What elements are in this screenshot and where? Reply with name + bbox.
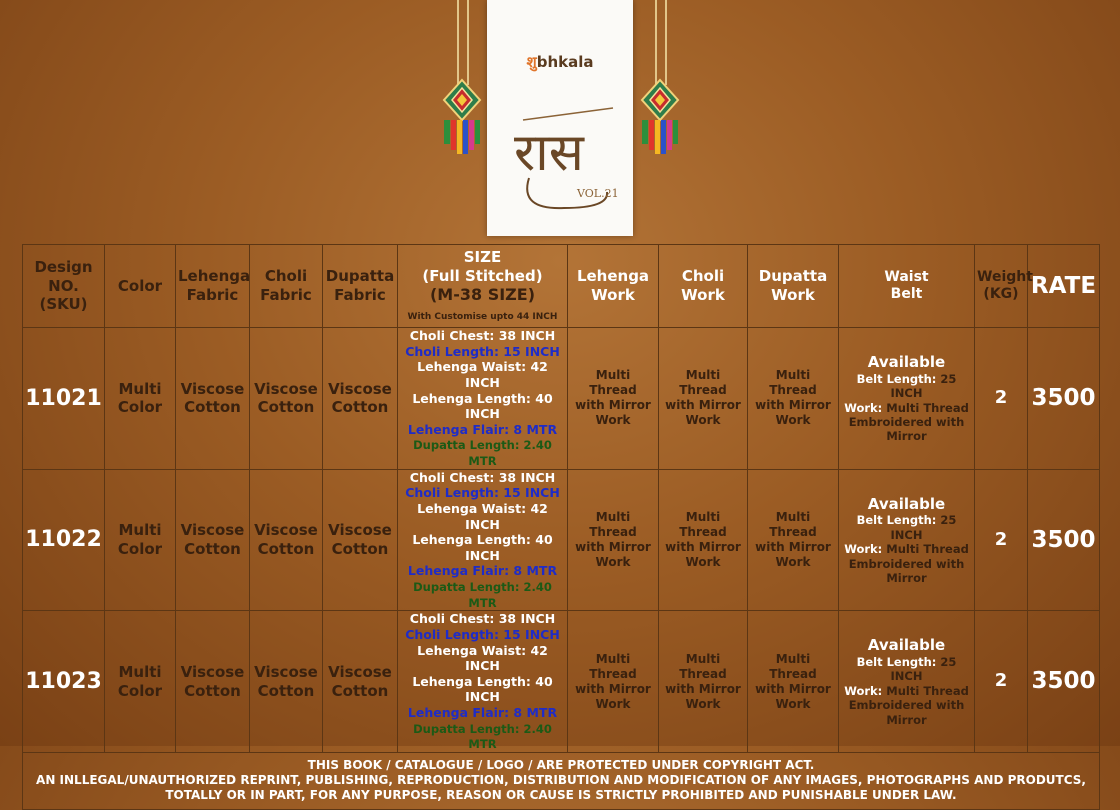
header-waist-belt: Waist Belt — [839, 245, 975, 328]
lehenga-fabric-cell: Viscose Cotton — [176, 611, 250, 753]
catalog-title-text: रास — [514, 123, 584, 183]
weight-cell: 2 — [975, 469, 1028, 611]
waist-belt-cell: Available Belt Length: 25 INCH Work: Multi Thread Embroidered with Mirror — [839, 611, 975, 753]
dupatta-fabric-cell: Viscose Cotton — [323, 328, 398, 470]
copyright-footer-row — [23, 752, 1100, 809]
lehenga-work-cell: Multi Thread with Mirror Work — [568, 328, 659, 470]
rate-cell: 3500 — [1028, 469, 1100, 611]
choli-fabric-cell: Viscose Cotton — [250, 328, 323, 470]
waist-belt-cell: Available Belt Length: 25 INCH Work: Multi Thread Embroidered with Mirror — [839, 328, 975, 470]
design-number: 11021 — [23, 328, 105, 470]
choli-work-cell: Multi Thread with Mirror Work — [659, 328, 748, 470]
header-dupatta-fabric: Dupatta Fabric — [323, 245, 398, 328]
brand-logo-prefix: शु — [526, 53, 537, 71]
table-header-row — [23, 245, 1100, 328]
rate-cell: 3500 — [1028, 328, 1100, 470]
catalog-title-ras — [509, 100, 619, 220]
table-row — [23, 469, 1100, 611]
product-table — [22, 244, 1100, 810]
brand-logo-text: bhkala — [536, 53, 594, 71]
lehenga-fabric-cell: Viscose Cotton — [176, 328, 250, 470]
choli-fabric-cell: Viscose Cotton — [250, 469, 323, 611]
header-rate: RATE — [1028, 245, 1100, 328]
weight-cell: 2 — [975, 328, 1028, 470]
hanging-string-left-a — [457, 0, 459, 85]
brand-logo — [487, 52, 633, 72]
table-row — [23, 611, 1100, 753]
size-cell: Choli Chest: 38 INCH Choli Length: 15 INCH Lehenga Waist: 42 INCH Lehenga Length: 40 INCH Lehenga Flair: 8 MTR Dupatta Length: 2.40 MTR — [398, 469, 568, 611]
hanging-string-right-a — [655, 0, 657, 85]
dupatta-work-cell: Multi Thread with Mirror Work — [748, 469, 839, 611]
color-cell: Multi Color — [105, 469, 176, 611]
header-lehenga-fabric: Lehenga Fabric — [176, 245, 250, 328]
color-cell: Multi Color — [105, 611, 176, 753]
header-design: Design NO. (SKU) — [23, 245, 105, 328]
choli-fabric-cell: Viscose Cotton — [250, 611, 323, 753]
header-weight: Weight (KG) — [975, 245, 1028, 328]
size-cell: Choli Chest: 38 INCH Choli Length: 15 INCH Lehenga Waist: 42 INCH Lehenga Length: 40 INCH Lehenga Flair: 8 MTR Dupatta Length: 2.40 MTR — [398, 328, 568, 470]
header-dupatta-work: Dupatta Work — [748, 245, 839, 328]
design-number: 11023 — [23, 611, 105, 753]
logo-card — [487, 0, 633, 236]
lehenga-fabric-cell: Viscose Cotton — [176, 469, 250, 611]
color-cell: Multi Color — [105, 328, 176, 470]
hanging-string-left-b — [467, 0, 469, 85]
choli-work-cell: Multi Thread with Mirror Work — [659, 611, 748, 753]
dupatta-work-cell: Multi Thread with Mirror Work — [748, 611, 839, 753]
lehenga-work-cell: Multi Thread with Mirror Work — [568, 611, 659, 753]
waist-belt-cell: Available Belt Length: 25 INCH Work: Multi Thread Embroidered with Mirror — [839, 469, 975, 611]
tassel-charm-left-icon — [440, 78, 484, 168]
copyright-line-3: TOTALLY OR IN PART, FOR ANY PURPOSE, REASON OR CAUSE IS STRICTLY PROHIBITED AND PUNISHABLE UNDER LAW. — [165, 788, 957, 803]
table-row — [23, 328, 1100, 470]
copyright-notice — [23, 752, 1100, 809]
weight-cell: 2 — [975, 611, 1028, 753]
dupatta-fabric-cell: Viscose Cotton — [323, 611, 398, 753]
design-number: 11022 — [23, 469, 105, 611]
header-size: SIZE (Full Stitched) (M-38 SIZE) With Customise upto 44 INCH — [398, 245, 568, 328]
lehenga-work-cell: Multi Thread with Mirror Work — [568, 469, 659, 611]
choli-work-cell: Multi Thread with Mirror Work — [659, 469, 748, 611]
header-color: Color — [105, 245, 176, 328]
dupatta-work-cell: Multi Thread with Mirror Work — [748, 328, 839, 470]
size-cell: Choli Chest: 38 INCH Choli Length: 15 INCH Lehenga Waist: 42 INCH Lehenga Length: 40 INCH Lehenga Flair: 8 MTR Dupatta Length: 2.40 MTR — [398, 611, 568, 753]
volume-label: VOL.21 — [577, 187, 619, 200]
hanging-string-right-b — [665, 0, 667, 85]
header-choli-fabric: Choli Fabric — [250, 245, 323, 328]
tassel-charm-right-icon — [638, 78, 682, 168]
rate-cell: 3500 — [1028, 611, 1100, 753]
copyright-line-1: THIS BOOK / CATALOGUE / LOGO / ARE PROTECTED UNDER COPYRIGHT ACT. — [307, 758, 815, 773]
dupatta-fabric-cell: Viscose Cotton — [323, 469, 398, 611]
copyright-line-2: AN INLLEGAL/UNAUTHORIZED REPRINT, PUBLISHING, REPRODUCTION, DISTRIBUTION AND MODIFICATION OF ANY IMAGES, PHOTOGRAPHS AND PRODUTCS, — [36, 773, 1086, 788]
header-choli-work: Choli Work — [659, 245, 748, 328]
header-lehenga-work: Lehenga Work — [568, 245, 659, 328]
